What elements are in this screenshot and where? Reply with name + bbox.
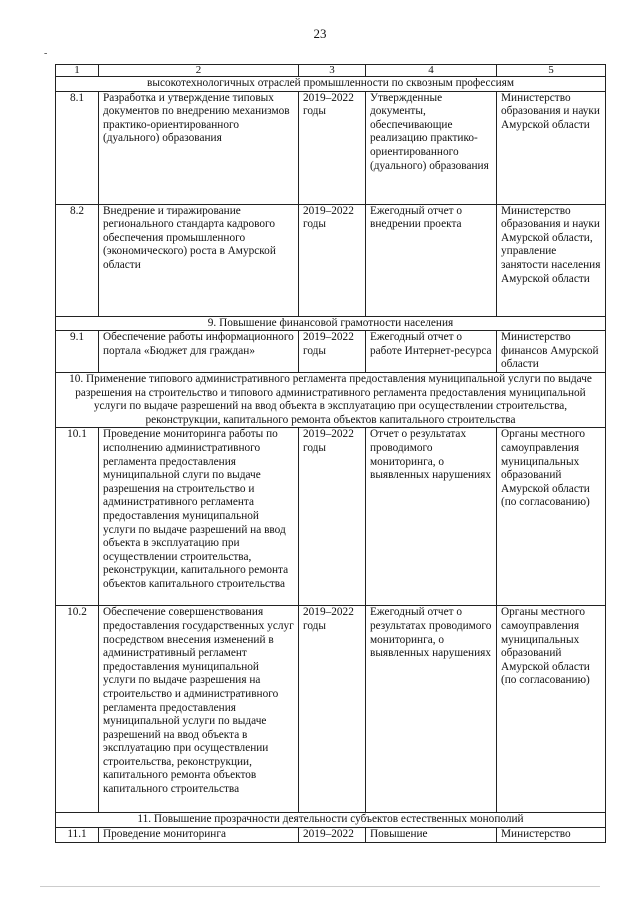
row-number: 10.1 [56,428,99,606]
section-continuation: высокотехнологичных отраслей промышленности по сквозным профессиям [56,77,606,92]
page-bottom-edge [40,886,600,887]
period-cell: 2019–2022 годы [299,204,366,316]
result-cell: Ежегодный отчет о внедрении проекта [366,204,497,316]
row-number: 8.1 [56,91,99,204]
period-cell: 2019–2022 годы [299,606,366,813]
row-number: 11.1 [56,827,99,842]
table-row [56,91,606,204]
column-number: 3 [299,65,366,77]
task-cell: Внедрение и тиражирование регионального стандарта кадрового обеспечения промышленного (экономического) роста в Амурской области [99,204,299,316]
table-row [56,606,606,813]
section-heading: 9. Повышение финансовой грамотности населения [56,316,606,331]
result-cell: Повышение [366,827,497,842]
responsible-cell: Органы местного самоуправления муниципальных образований Амурской области (по согласованию) [497,428,606,606]
section-heading: 11. Повышение прозрачности деятельности субъектов естественных монополий [56,813,606,828]
task-cell: Проведение мониторинга работы по исполнению административного регламента предоставления муниципальной слуги по выдаче разрешения на строительство и административного регламента предоставления муниципальной услуги по выдаче разрешений на ввод объекта в эксплуатацию при осуществлении строительства, реконструкции, капитального ремонта объектов капитального строительства [99,428,299,606]
result-cell: Ежегодный отчет о работе Интернет-ресурса [366,331,497,373]
section-row [56,813,606,828]
period-cell: 2019–2022 годы [299,428,366,606]
responsible-cell: Министерство образования и науки Амурской области, управление занятости населения Амурской области [497,204,606,316]
result-cell: Утвержденные документы, обеспечивающие реализацию практико-ориентированного (дуального) образования [366,91,497,204]
row-number: 9.1 [56,331,99,373]
page-number: 23 [313,26,327,41]
responsible-cell: Министерство [497,827,606,842]
result-cell: Отчет о результатах проводимого мониторинга, о выявленных нарушениях [366,428,497,606]
responsible-cell: Министерство финансов Амурской области [497,331,606,373]
responsible-cell: Министерство образования и науки Амурской области [497,91,606,204]
section-row [56,316,606,331]
result-cell: Ежегодный отчет о результатах проводимого мониторинга, о выявленных нарушениях [366,606,497,813]
section-heading: 10. Применение типового административного регламента предоставления муниципальной услуги по выдаче разрешения на строительство и типового административного регламента предоставления муниципальной услуги по выдаче разрешений на ввод объекта в эксплуатацию при осуществлении строительства, реконструкции, капитального ремонта объектов капитального строительства [56,372,606,427]
column-number-row [56,65,606,77]
task-cell: Обеспечение работы информационного портала «Бюджет для граждан» [99,331,299,373]
measures-table [55,64,606,843]
column-number: 2 [99,65,299,77]
table-row [56,428,606,606]
task-cell: Обеспечение совершенствования предоставления государственных услуг посредством внесения изменений в административный регламент предоставления муниципальной услуги по выдаче разрешения на строительство и административного регламента предоставления муниципальной услуги по выдаче разрешений на ввод объекта в эксплуатацию при осуществлении строительства, реконструкции, капитального ремонта объектов капитального строительства [99,606,299,813]
table-row [56,827,606,842]
section-row [56,77,606,92]
period-cell: 2019–2022 годы [299,331,366,373]
row-number: 10.2 [56,606,99,813]
period-cell: 2019–2022 [299,827,366,842]
scan-mark: - [44,48,48,59]
table-row [56,204,606,316]
column-number: 5 [497,65,606,77]
period-cell: 2019–2022 годы [299,91,366,204]
column-number: 1 [56,65,99,77]
section-row [56,372,606,427]
column-number: 4 [366,65,497,77]
responsible-cell: Органы местного самоуправления муниципальных образований Амурской области (по согласованию) [497,606,606,813]
row-number: 8.2 [56,204,99,316]
task-cell: Проведение мониторинга [99,827,299,842]
task-cell: Разработка и утверждение типовых документов по внедрению механизмов практико-ориентированного (дуального) образования [99,91,299,204]
table-row [56,331,606,373]
